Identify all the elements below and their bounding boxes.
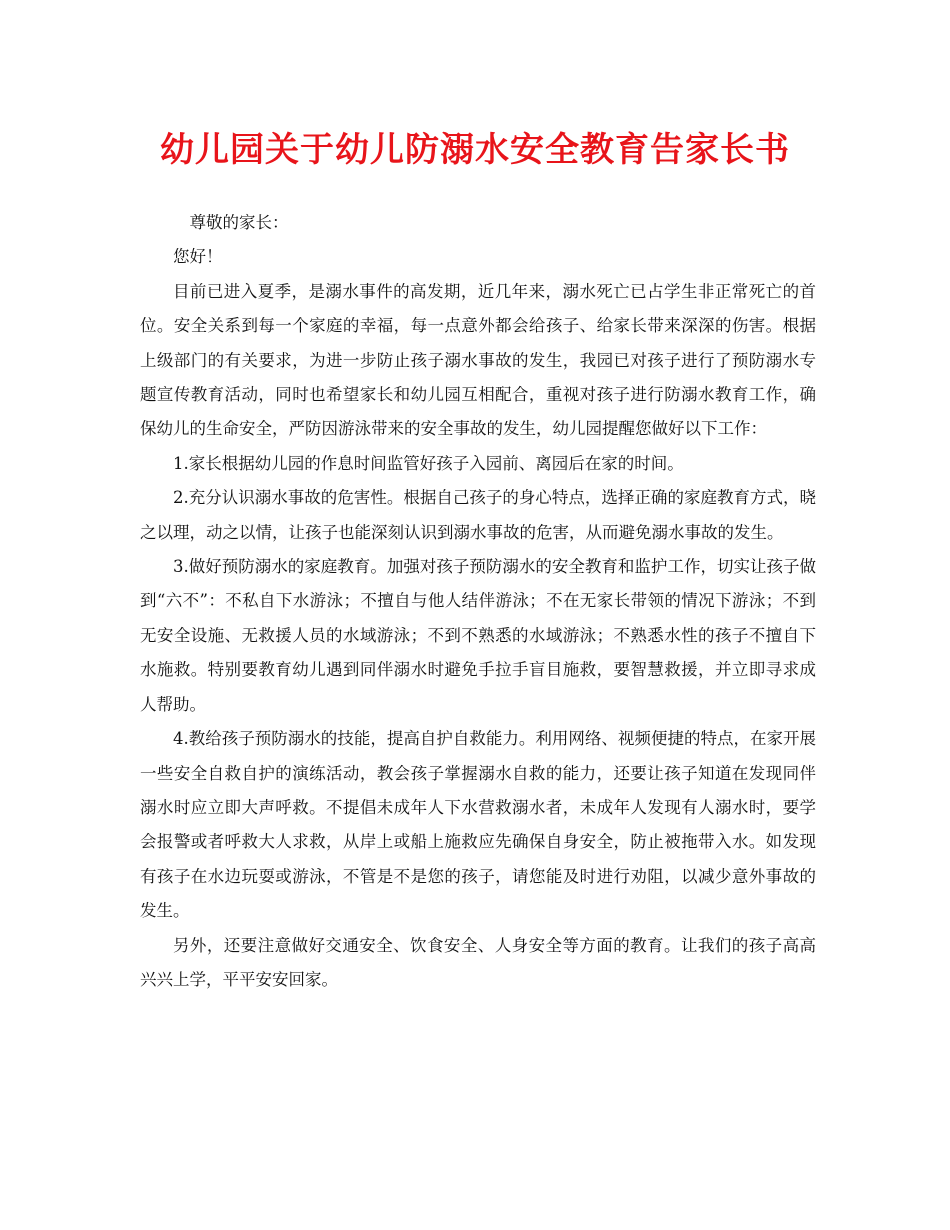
salutation: 尊敬的家长：	[189, 213, 289, 232]
paragraph-item-3: 3.做好预防溺水的家庭教育。加强对孩子预防溺水的安全教育和监护工作，切实让孩子做到“六不”：不私自下水游泳；不擅自与他人结伴游泳；不在无家长带领的情况下游泳；不到无安全设施、无救援人员的水域游泳；不到不熟悉的水域游泳；不熟悉水性的孩子不擅自下水施救。特别要教育幼儿遇到同伴溺水时避免手拉手盲目施救，要智慧救援，并立即寻求成人帮助。	[140, 557, 816, 714]
paragraph-item-2: 2.充分认识溺水事故的危害性。根据自己孩子的身心特点，选择正确的家庭教育方式，晓之以理，动之以情，让孩子也能深刻认识到溺水事故的危害，从而避免溺水事故的发生。	[140, 488, 816, 542]
document-title: 幼儿园关于幼儿防溺水安全教育告家长书	[160, 130, 790, 170]
paragraph-closing: 另外，还要注意做好交通安全、饮食安全、人身安全等方面的教育。让我们的孩子高高兴兴上学，平平安安回家。	[140, 935, 816, 989]
paragraph-item-1: 1.家长根据幼儿园的作息时间监管好孩子入园前、离园后在家的时间。	[173, 453, 684, 473]
letter-body	[140, 206, 816, 997]
greeting: 您好！	[173, 247, 223, 267]
paragraph-intro: 目前已进入夏季，是溺水事件的高发期，近几年来，溺水死亡已占学生非正常死亡的首位。安全关系到每一个家庭的幸福，每一点意外都会给孩子、给家长带来深深的伤害。根据上级部门的有关要求，为进一步防止孩子溺水事故的发生，我园已对孩子进行了预防溺水专题宣传教育活动，同时也希望家长和幼儿园互相配合，重视对孩子进行防溺水教育工作，确保幼儿的生命安全，严防因游泳带来的安全事故的发生，幼儿园提醒您做好以下工作：	[140, 281, 816, 439]
paragraph-item-4: 4.教给孩子预防溺水的技能，提高自护自救能力。利用网络、视频便捷的特点，在家开展一些安全自救自护的演练活动，教会孩子掌握溺水自救的能力，还要让孩子知道在发现同伴溺水时应立即大声呼救。不提倡未成年人下水营救溺水者，未成年人发现有人溺水时，要学会报警或者呼救大人求救，从岸上或船上施救应先确保自身安全，防止被拖带入水。如发现有孩子在水边玩耍或游泳，不管是不是您的孩子，请您能及时进行劝阻，以减少意外事故的发生。	[140, 729, 816, 921]
